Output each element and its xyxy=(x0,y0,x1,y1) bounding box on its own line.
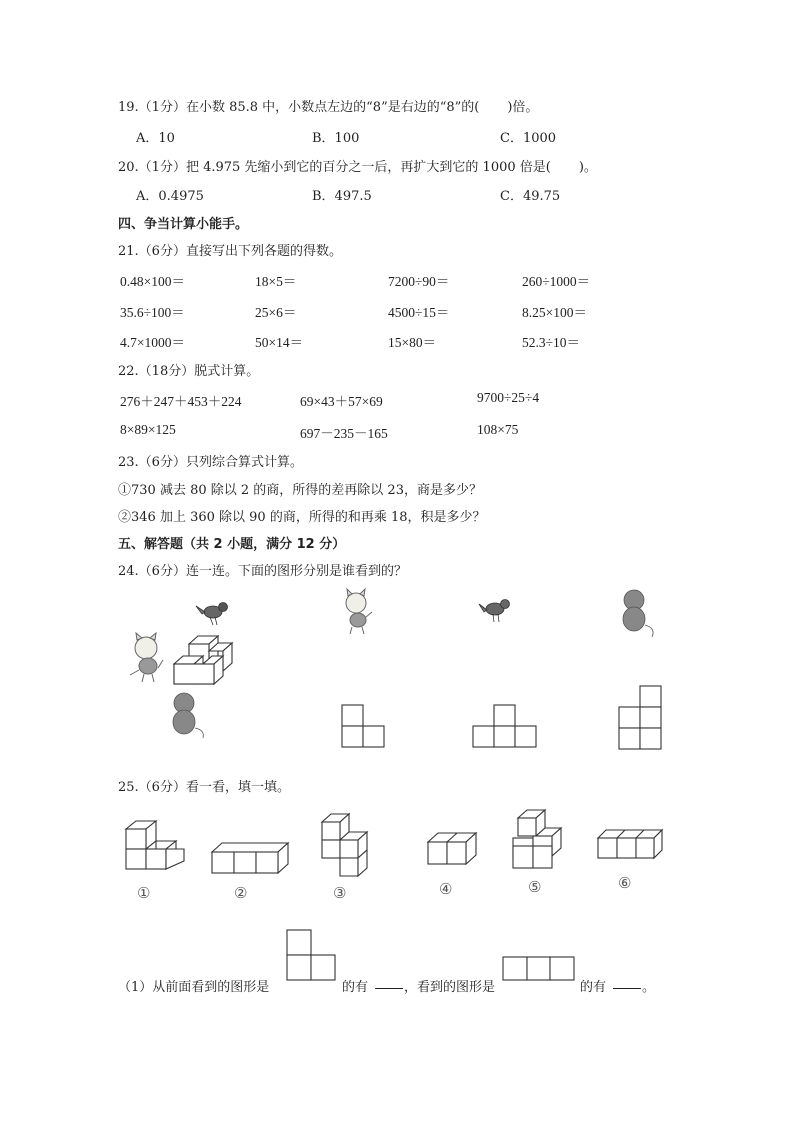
q25-label-5: ⑤ xyxy=(528,878,542,896)
q21-r2c2: 25×6＝ xyxy=(255,305,297,320)
q25-sub1-blank-2[interactable] xyxy=(613,976,641,993)
q21-stem: 21.（6分）直接写出下列各题的得数。 xyxy=(118,244,342,259)
q19-option-c[interactable]: C．1000 xyxy=(500,131,557,146)
q21-r2c4: 8.25×100＝ xyxy=(522,305,587,320)
q23-item-2: ②346 加上 360 除以 90 的商，所得的和再乘 18，积是多少？ xyxy=(118,510,486,525)
q19-option-a[interactable]: A．10 xyxy=(136,131,175,146)
q25-sub1-end: 。 xyxy=(642,980,656,995)
q22-r1c1: 276＋247＋453＋224 xyxy=(120,394,242,409)
q22-r2c3: 108×75 xyxy=(477,422,519,437)
q25-sub1-you: 的有 xyxy=(342,980,369,995)
q24-stem: 24.（6分）连一连。下面的图形分别是谁看到的？ xyxy=(118,564,407,579)
q20-option-c[interactable]: C．49.75 xyxy=(500,189,561,204)
q20-option-a[interactable]: A．0.4975 xyxy=(136,189,204,204)
q25-sub1-view-b xyxy=(503,957,574,980)
q21-r3c1: 4.7×1000＝ xyxy=(120,335,185,350)
section4-title: 四、争当计算小能手。 xyxy=(118,217,249,232)
section5-title: 五、解答题（共 2 小题，满分 12 分） xyxy=(118,537,346,552)
q21-r2c1: 35.6÷100＝ xyxy=(120,305,185,320)
q21-r1c3: 7200÷90＝ xyxy=(388,274,450,289)
q22-r1c3: 9700÷25÷4 xyxy=(477,390,540,405)
q25-sub1-you-2: 的有 xyxy=(580,980,607,995)
q25-label-3: ③ xyxy=(333,884,347,902)
q20-stem: 20.（1分）把 4.975 先缩小到它的百分之一后，再扩大到它的 1000 倍是( )。 xyxy=(118,160,597,175)
q25-label-6: ⑥ xyxy=(618,874,632,892)
q25-label-1: ① xyxy=(137,884,151,902)
q22-stem: 22.（18分）脱式计算。 xyxy=(118,364,260,379)
q25-sub1-mid: ，看到的图形是 xyxy=(404,980,496,995)
q21-r1c1: 0.48×100＝ xyxy=(120,274,185,289)
q23-item-1: ①730 减去 80 除以 2 的商，所得的差再除以 23，商是多少？ xyxy=(118,483,482,498)
q21-r3c3: 15×80＝ xyxy=(388,335,437,350)
q25-stem: 25.（6分）看一看，填一填。 xyxy=(118,780,290,795)
q23-stem: 23.（6分）只列综合算式计算。 xyxy=(118,455,303,470)
q21-r2c3: 4500÷15＝ xyxy=(388,305,450,320)
q20-option-b[interactable]: B．497.5 xyxy=(312,189,372,204)
q21-r1c4: 260÷1000＝ xyxy=(522,274,591,289)
q22-r1c2: 69×43＋57×69 xyxy=(300,394,383,409)
q21-r3c2: 50×14＝ xyxy=(255,335,304,350)
q25-label-2: ② xyxy=(234,884,248,902)
q21-r3c4: 52.3÷10＝ xyxy=(522,335,581,350)
q22-r2c2: 697－235－165 xyxy=(300,426,388,441)
q25-sub1-blank-1[interactable] xyxy=(375,976,403,993)
q25-label-4: ④ xyxy=(439,880,453,898)
q19-option-b[interactable]: B．100 xyxy=(312,131,360,146)
q21-r1c2: 18×5＝ xyxy=(255,274,297,289)
q22-r2c1: 8×89×125 xyxy=(120,422,176,437)
q19-stem: 19.（1分）在小数 85.8 中，小数点左边的“8”是右边的“8”的( )倍。 xyxy=(118,100,539,115)
q25-sub1-prefix: （1）从前面看到的图形是 xyxy=(118,980,270,995)
